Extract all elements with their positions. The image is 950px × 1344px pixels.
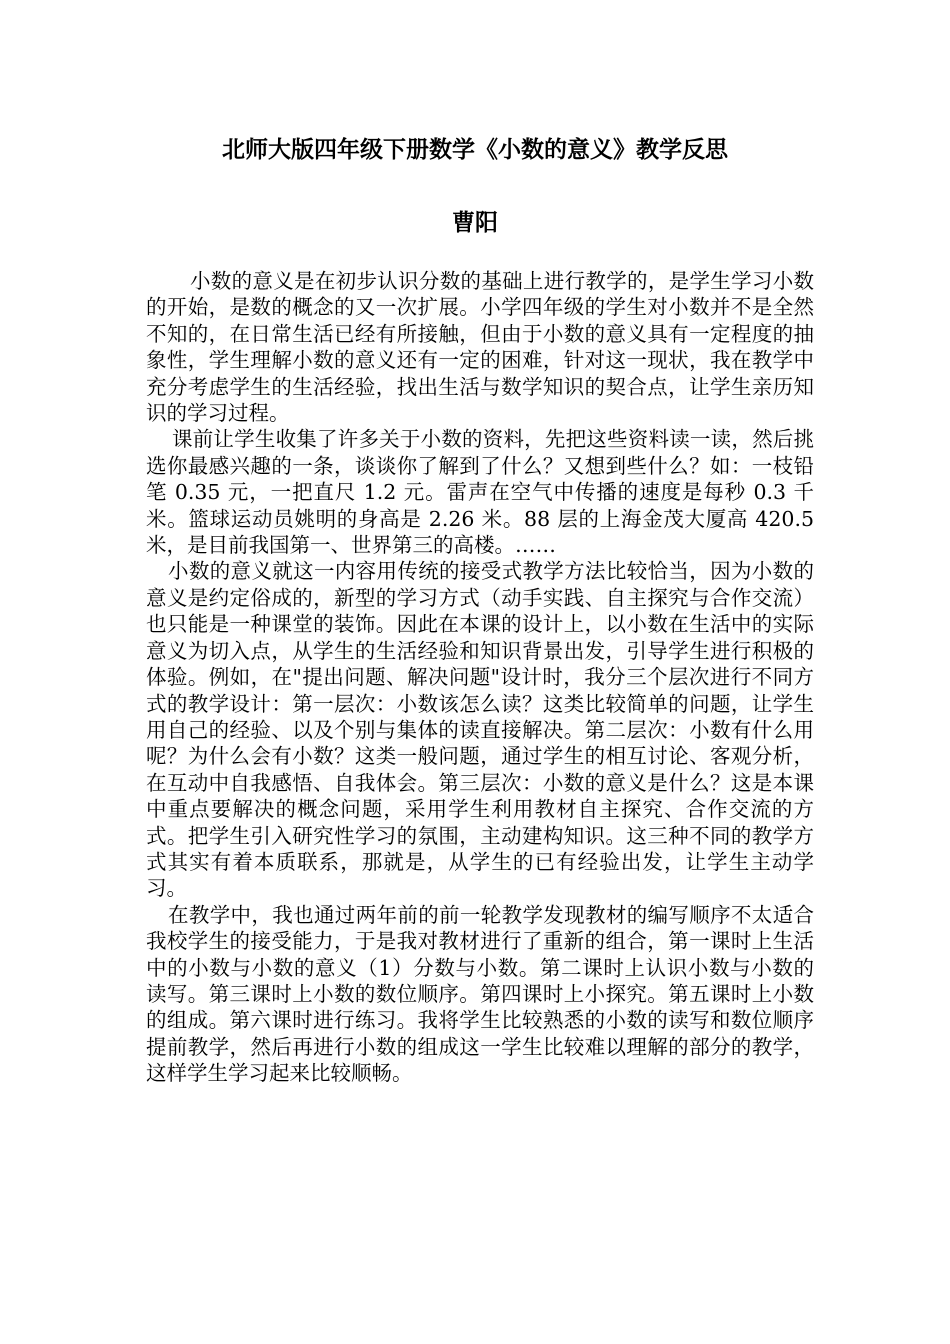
paragraph-textbook-order: 在教学中，我也通过两年前的前一轮教学发现教材的编写顺序不太适合我校学生的接受能力，于是我对教材进行了重新的组合，第一课时上生活中的小数与小数的意义（1）分数与小数。第二课时上认识小数与小数的读写。第三课时上小数的数位顺序。第四课时上小探究。第五课时上小数的组成。第六课时进行练习。我将学生比较熟悉的小数的读写和数位顺序提前教学，然后再进行小数的组成这一学生比较难以理解的部分的教学，这样学生学习起来比较顺畅。: [146, 902, 814, 1086]
paragraph-teaching-design: 小数的意义就这一内容用传统的接受式教学方法比较恰当，因为小数的意义是约定俗成的，新型的学习方式（动手实践、自主探究与合作交流）也只能是一种课堂的装饰。因此在本课的设计上，以小数在生活中的实际意义为切入点，从学生的生活经验和知识背景出发，引导学生进行积极的体验。例如，在"提出问题、解决问题"设计时，我分三个层次进行不同方式的教学设计：第一层次：小数该怎么读？这类比较简单的问题，让学生用自己的经验、以及个别与集体的读直接解决。第二层次：小数有什么用呢？为什么会有小数？这类一般问题，通过学生的相互讨论、客观分析，在互动中自我感悟、自我体会。第三层次：小数的意义是什么？这是本课中重点要解决的概念问题，采用学生利用教材自主探究、合作交流的方式。把学生引入研究性学习的氛围，主动建构知识。这三种不同的教学方式其实有着本质联系，那就是，从学生的已有经验出发，让学生主动学习。: [146, 559, 814, 901]
paragraph-materials: 课前让学生收集了许多关于小数的资料，先把这些资料读一读，然后挑选你最感兴趣的一条，谈谈你了解到了什么？又想到些什么？如：一枝铅笔 0.35 元，一把直尺 1.2 元。雷声在空气中传播的速度是每秒 0.3 千米。篮球运动员姚明的身高是 2.26 米。88 层的上海金茂大厦高 420.5 米，是目前我国第一、世界第三的高楼。……: [146, 427, 814, 558]
document-title: 北师大版四年级下册数学《小数的意义》教学反思: [222, 136, 728, 163]
document-body: [146, 268, 814, 1087]
document-author: 曹阳: [452, 209, 498, 236]
paragraph-intro: 小数的意义是在初步认识分数的基础上进行教学的，是学生学习小数的开始，是数的概念的又一次扩展。小学四年级的学生对小数并不是全然不知的，在日常生活已经有所接触，但由于小数的意义具有一定程度的抽象性，学生理解小数的意义还有一定的困难，针对这一现状，我在教学中充分考虑学生的生活经验，找出生活与数学知识的契合点，让学生亲历知识的学习过程。: [146, 269, 814, 426]
